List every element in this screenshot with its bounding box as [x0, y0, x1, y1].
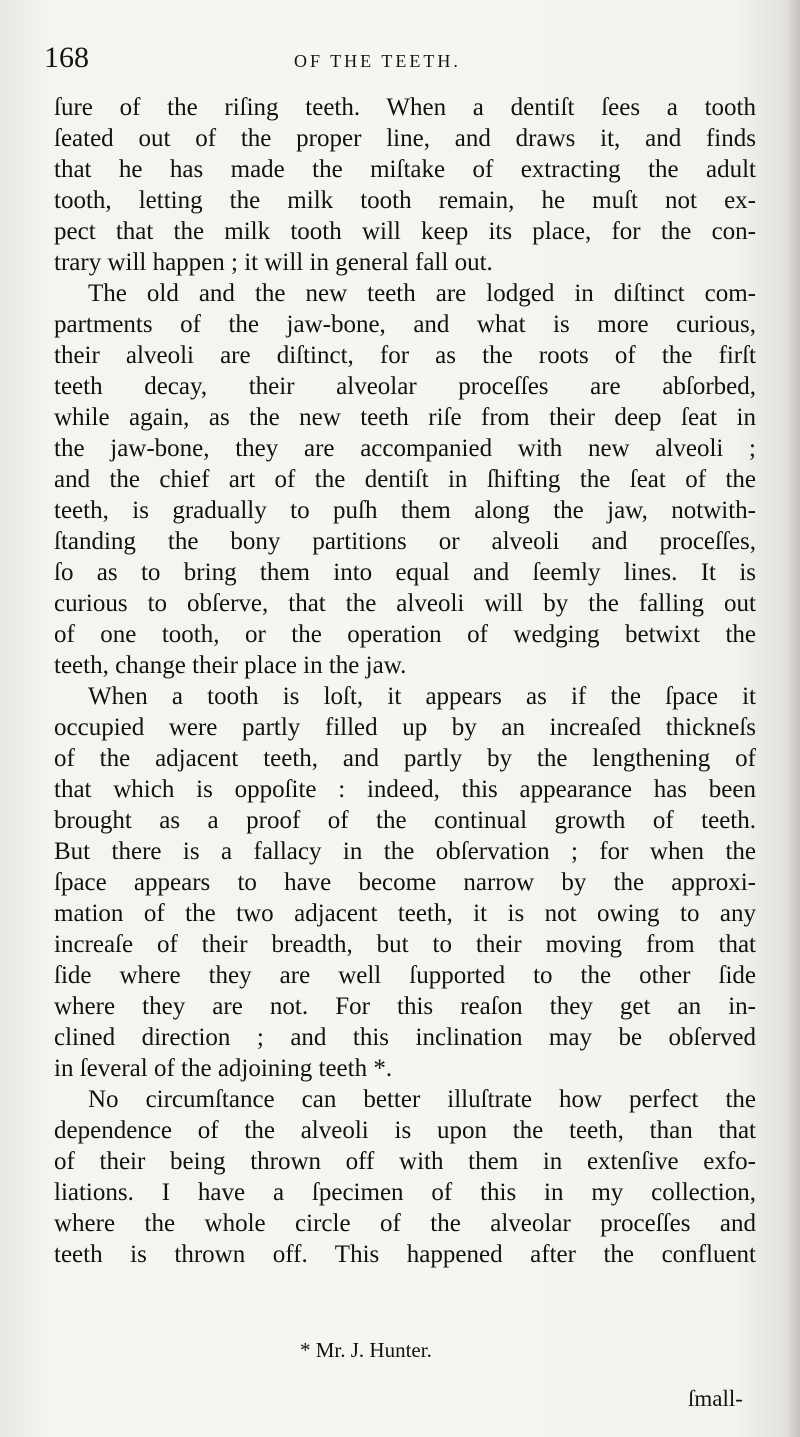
text-line: ſtanding the bony partitions or alveoli and proceſſes, [54, 528, 756, 555]
text-line: pect that the milk tooth will keep its place, for the con- [54, 218, 756, 245]
text-line: increaſe of their breadth, but to their moving from that [54, 931, 756, 958]
text-line: teeth decay, their alveolar proceſſes are abſorbed, [54, 373, 756, 400]
text-line: tooth, letting the milk tooth remain, he muſt not ex- [54, 187, 756, 214]
text-line: clined direction ; and this inclination may be obſerved [54, 1024, 756, 1051]
text-line: of their being thrown off with them in extenſive exfo- [54, 1148, 756, 1175]
text-line: that which is oppoſite : indeed, this appearance has been [54, 776, 756, 803]
text-line: mation of the two adjacent teeth, it is not owing to any [54, 900, 756, 927]
page-number: 168 [44, 41, 89, 74]
text-line: dependence of the alveoli is upon the teeth, than that [54, 1117, 756, 1144]
text-line: ſure of the riſing teeth. When a dentiſt ſees a tooth [54, 94, 756, 121]
text-line: ſo as to bring them into equal and ſeemly lines. It is [54, 559, 756, 586]
text-line: trary will happen ; it will in general fall out. [54, 249, 493, 276]
text-line: ſeated out of the proper line, and draws it, and finds [54, 125, 756, 152]
text-line: where they are not. For this reaſon they get an in- [54, 993, 756, 1020]
text-line: where the whole circle of the alveolar proceſſes and [54, 1210, 756, 1237]
text-line: ſide where they are well ſupported to the other ſide [54, 962, 756, 989]
paragraph-3 [54, 681, 756, 1084]
text-line: of the adjacent teeth, and partly by the lengthening of [54, 745, 756, 772]
page-edge-shadow [786, 0, 800, 1437]
text-line: teeth, is gradually to puſh them along the jaw, notwith- [54, 497, 756, 524]
paragraph-1 [54, 92, 756, 278]
text-line: No circumſtance can better illuſtrate how perfect the [88, 1086, 756, 1113]
text-line: teeth, change their place in the jaw. [54, 652, 407, 679]
text-line: partments of the jaw-bone, and what is more curious, [54, 311, 756, 338]
text-line: the jaw-bone, they are accompanied with new alveoli ; [54, 435, 756, 462]
body-text [54, 92, 756, 1270]
text-line: that he has made the miſtake of extracting the adult [54, 156, 756, 183]
text-line: ſpace appears to have become narrow by the approxi- [54, 869, 756, 896]
text-line: of one tooth, or the operation of wedging betwixt the [54, 621, 756, 648]
running-head: OF THE TEETH. [294, 51, 461, 71]
text-line: their alveoli are diſtinct, for as the roots of the firſt [54, 342, 756, 369]
footnote: * Mr. J. Hunter. [300, 1338, 432, 1362]
text-line: brought as a proof of the continual growth of teeth. [54, 807, 756, 834]
text-line: curious to obſerve, that the alveoli will by the falling out [54, 590, 756, 617]
text-line: liations. I have a ſpecimen of this in my collection, [54, 1179, 756, 1206]
paragraph-2 [54, 278, 756, 681]
text-line: But there is a fallacy in the obſervation ; for when the [54, 838, 756, 865]
paragraph-4 [54, 1084, 756, 1270]
text-line: occupied were partly filled up by an increaſed thickneſs [54, 714, 756, 741]
catchword: ſmall- [688, 1386, 743, 1411]
text-line: and the chief art of the dentiſt in ſhifting the ſeat of the [54, 466, 756, 493]
page-header [44, 38, 756, 82]
text-line: The old and the new teeth are lodged in diſtinct com- [88, 280, 756, 307]
text-line: teeth is thrown off. This happened after the confluent [54, 1241, 756, 1268]
text-line: in ſeveral of the adjoining teeth *. [54, 1055, 393, 1082]
text-line: When a tooth is loſt, it appears as if the ſpace it [88, 683, 756, 710]
text-line: while again, as the new teeth riſe from their deep ſeat in [54, 404, 756, 431]
